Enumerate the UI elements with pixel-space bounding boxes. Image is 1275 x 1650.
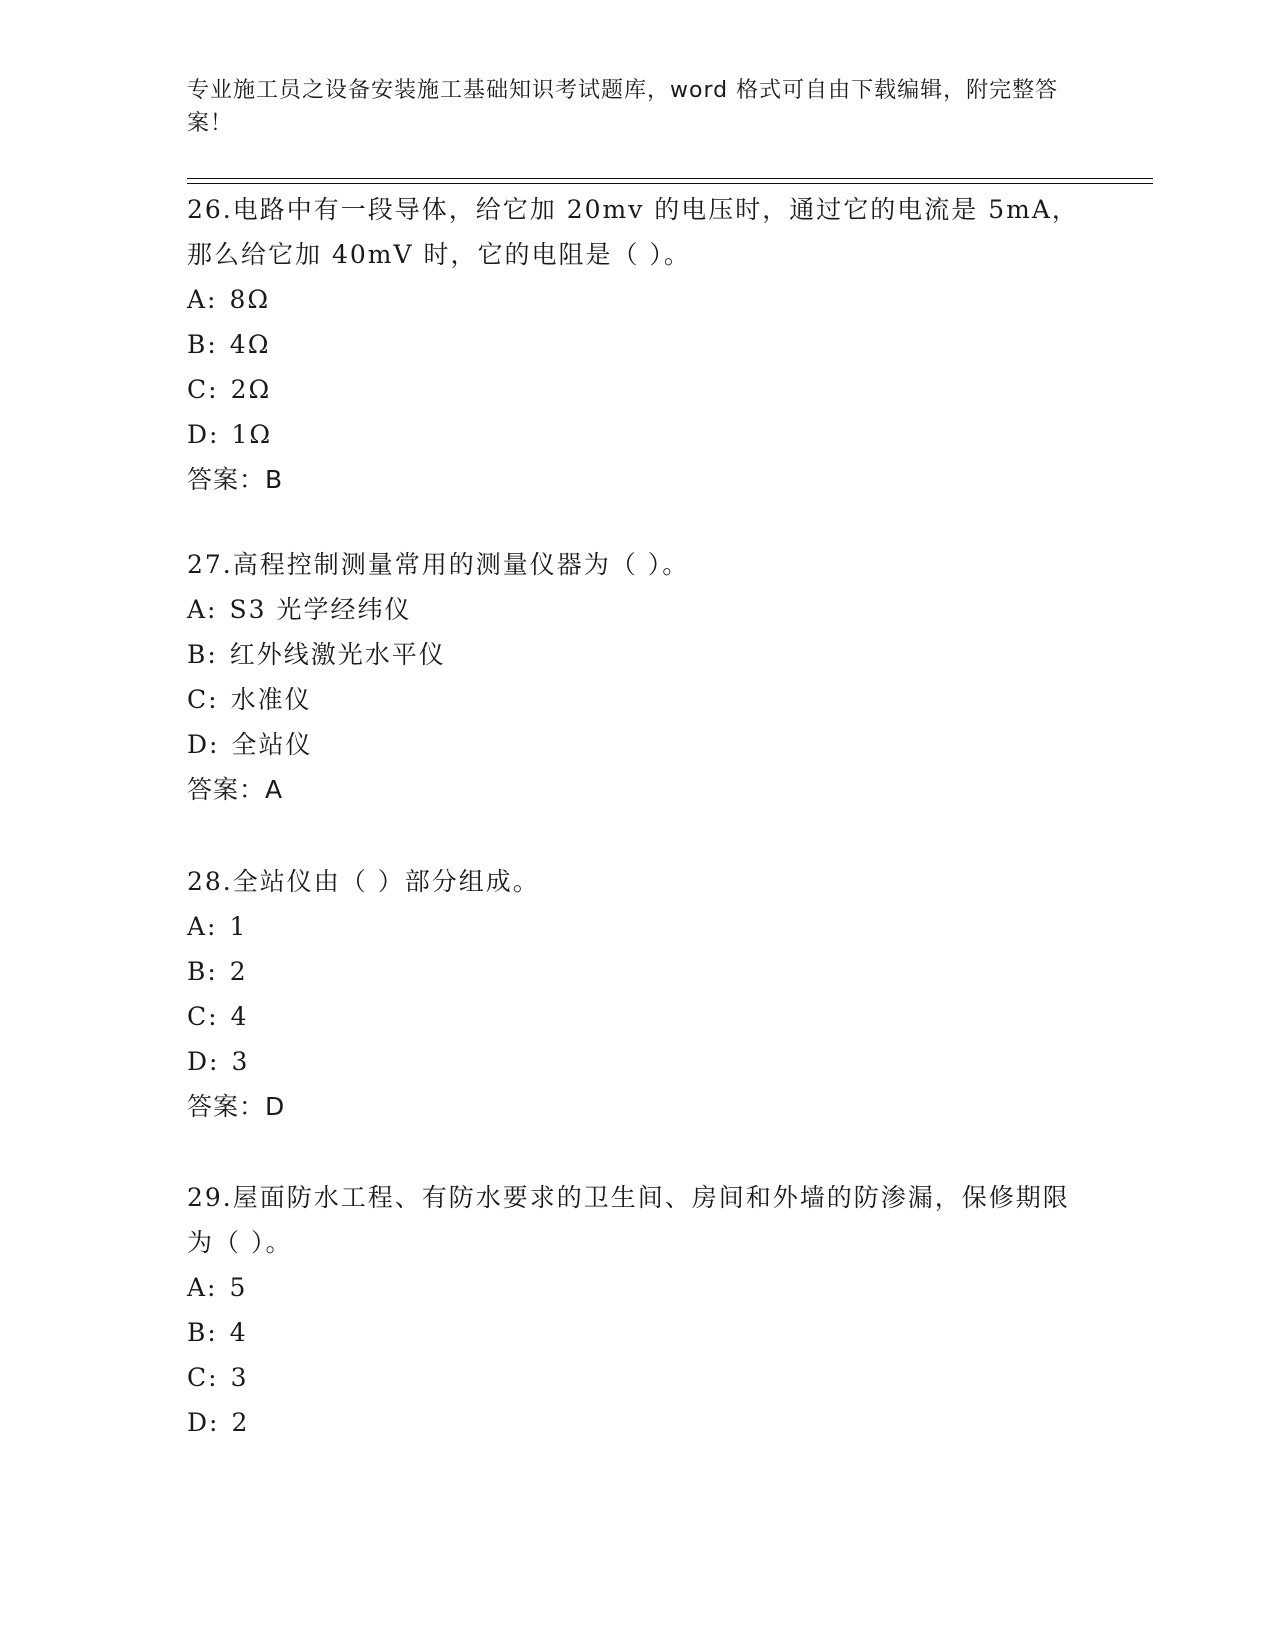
option-key: B: — [187, 330, 218, 359]
option-value: 3 — [230, 1363, 249, 1392]
option-a — [187, 904, 1087, 949]
option-b — [187, 322, 1087, 367]
option-c — [187, 677, 1087, 722]
option-value: 8Ω — [229, 285, 271, 314]
option-key: B: — [187, 1318, 218, 1347]
option-value: 4Ω — [229, 330, 271, 359]
option-c — [187, 1355, 1087, 1400]
option-key: B: — [187, 957, 218, 986]
option-b — [187, 949, 1087, 994]
option-value: 5 — [229, 1273, 248, 1302]
option-a — [187, 1265, 1087, 1310]
option-a — [187, 587, 1087, 632]
option-value: 3 — [231, 1047, 250, 1076]
option-d — [187, 1400, 1087, 1445]
option-key: C: — [187, 685, 219, 714]
question-stem: 29.屋面防水工程、有防水要求的卫生间、房间和外墙的防渗漏，保修期限为（ ）。 — [187, 1183, 1070, 1257]
option-key: A: — [187, 912, 218, 941]
option-value: 1Ω — [231, 420, 273, 449]
option-key: D: — [187, 730, 220, 759]
option-value: 2Ω — [230, 375, 272, 404]
option-c — [187, 367, 1087, 412]
option-b — [187, 1310, 1087, 1355]
header-rule-bottom — [187, 183, 1153, 184]
answer-line: 答案：D — [187, 1092, 286, 1121]
answer-line: 答案：A — [187, 775, 284, 804]
question-stem: 27.高程控制测量常用的测量仪器为（ ）。 — [187, 550, 690, 579]
option-value: 2 — [231, 1408, 250, 1437]
option-key: D: — [187, 420, 220, 449]
option-key: A: — [187, 1273, 218, 1302]
option-key: A: — [187, 595, 218, 624]
option-key: D: — [187, 1047, 220, 1076]
option-value: 全站仪 — [231, 730, 313, 759]
option-value: 1 — [229, 912, 248, 941]
answer-line: 答案：B — [187, 465, 284, 494]
question-26 — [187, 187, 1087, 502]
question-28 — [187, 859, 1087, 1129]
question-stem: 26.电路中有一段导体，给它加 20mv 的电压时，通过它的电流是 5mA，那么给它加 40mV 时，它的电阻是（ ）。 — [187, 195, 1079, 269]
header-rule-top — [187, 178, 1153, 179]
option-value: 2 — [229, 957, 248, 986]
option-value: 水准仪 — [230, 685, 312, 714]
option-d — [187, 412, 1087, 457]
option-key: B: — [187, 640, 218, 669]
option-b — [187, 632, 1087, 677]
option-key: A: — [187, 285, 218, 314]
option-d — [187, 722, 1087, 767]
option-value: 4 — [229, 1318, 248, 1347]
option-d — [187, 1039, 1087, 1084]
document-header: 专业施工员之设备安装施工基础知识考试题库，word 格式可自由下载编辑，附完整答案！ — [187, 78, 1059, 136]
option-key: D: — [187, 1408, 220, 1437]
question-29 — [187, 1175, 1087, 1445]
option-value: 4 — [230, 1002, 249, 1031]
option-value: S3 光学经纬仪 — [229, 595, 412, 624]
question-stem: 28.全站仪由（ ）部分组成。 — [187, 867, 540, 896]
option-key: C: — [187, 375, 219, 404]
option-key: C: — [187, 1363, 219, 1392]
option-c — [187, 994, 1087, 1039]
option-value: 红外线激光水平仪 — [229, 640, 446, 669]
option-key: C: — [187, 1002, 219, 1031]
option-a — [187, 277, 1087, 322]
question-27 — [187, 542, 1087, 812]
